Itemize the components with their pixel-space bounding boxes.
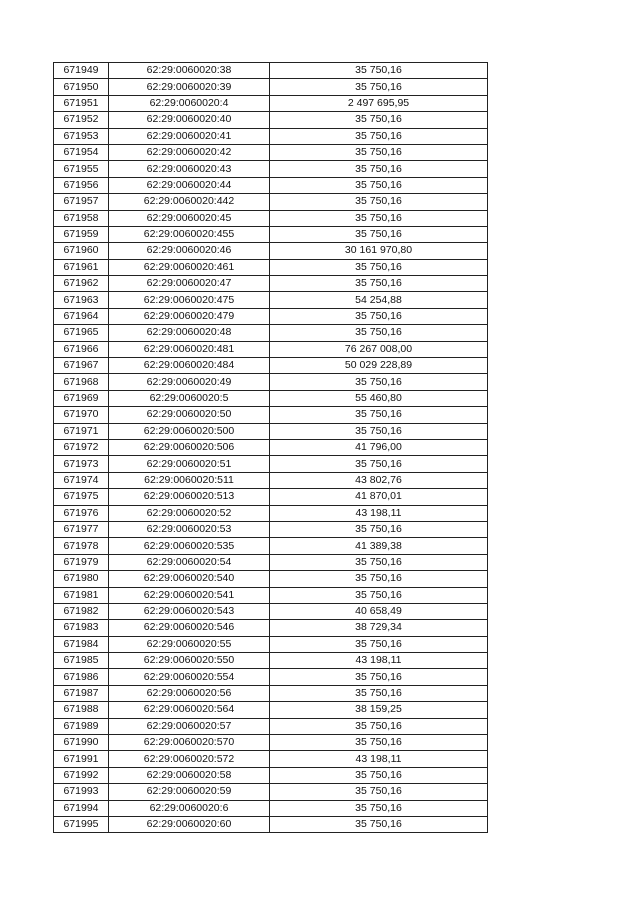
cadastral-value-cell: 35 750,16 <box>270 587 488 603</box>
cadastral-number-cell: 62:29:0060020:554 <box>109 669 270 685</box>
table-row <box>54 358 488 374</box>
cadastral-value-cell: 35 750,16 <box>270 374 488 390</box>
cadastral-number-cell: 62:29:0060020:550 <box>109 653 270 669</box>
cadastral-value-cell: 35 750,16 <box>270 571 488 587</box>
cadastral-number-cell: 62:29:0060020:442 <box>109 194 270 210</box>
cadastral-number-cell: 62:29:0060020:541 <box>109 587 270 603</box>
cadastral-value-cell: 41 870,01 <box>270 489 488 505</box>
row-number-cell: 671981 <box>54 587 109 603</box>
row-number-cell: 671982 <box>54 603 109 619</box>
table-body <box>54 63 488 833</box>
cadastral-number-cell: 62:29:0060020:475 <box>109 292 270 308</box>
cadastral-number-cell: 62:29:0060020:546 <box>109 620 270 636</box>
table-row <box>54 489 488 505</box>
cadastral-number-cell: 62:29:0060020:49 <box>109 374 270 390</box>
cadastral-number-cell: 62:29:0060020:455 <box>109 226 270 242</box>
cadastral-value-cell: 35 750,16 <box>270 407 488 423</box>
cadastral-value-cell: 35 750,16 <box>270 144 488 160</box>
table-row <box>54 259 488 275</box>
table-row <box>54 439 488 455</box>
cadastral-number-cell: 62:29:0060020:500 <box>109 423 270 439</box>
table-row <box>54 112 488 128</box>
cadastral-value-cell: 41 389,38 <box>270 538 488 554</box>
cadastral-number-cell: 62:29:0060020:53 <box>109 521 270 537</box>
row-number-cell: 671962 <box>54 276 109 292</box>
cadastral-number-cell: 62:29:0060020:57 <box>109 718 270 734</box>
table-row <box>54 161 488 177</box>
row-number-cell: 671950 <box>54 79 109 95</box>
cadastral-value-cell: 55 460,80 <box>270 390 488 406</box>
row-number-cell: 671980 <box>54 571 109 587</box>
cadastral-value-cell: 35 750,16 <box>270 63 488 79</box>
cadastral-value-cell: 35 750,16 <box>270 718 488 734</box>
row-number-cell: 671953 <box>54 128 109 144</box>
row-number-cell: 671970 <box>54 407 109 423</box>
cadastral-value-cell: 38 729,34 <box>270 620 488 636</box>
table-row <box>54 423 488 439</box>
row-number-cell: 671956 <box>54 177 109 193</box>
cadastral-number-cell: 62:29:0060020:44 <box>109 177 270 193</box>
cadastral-number-cell: 62:29:0060020:55 <box>109 636 270 652</box>
cadastral-number-cell: 62:29:0060020:479 <box>109 308 270 324</box>
cadastral-value-cell: 43 198,11 <box>270 751 488 767</box>
table-row <box>54 95 488 111</box>
row-number-cell: 671978 <box>54 538 109 554</box>
table-row <box>54 407 488 423</box>
cadastral-number-cell: 62:29:0060020:60 <box>109 816 270 832</box>
table-row <box>54 800 488 816</box>
cadastral-number-cell: 62:29:0060020:511 <box>109 472 270 488</box>
table-row <box>54 505 488 521</box>
cadastral-number-cell: 62:29:0060020:50 <box>109 407 270 423</box>
row-number-cell: 671969 <box>54 390 109 406</box>
row-number-cell: 671975 <box>54 489 109 505</box>
row-number-cell: 671951 <box>54 95 109 111</box>
table-row <box>54 210 488 226</box>
row-number-cell: 671961 <box>54 259 109 275</box>
cadastral-value-cell: 40 658,49 <box>270 603 488 619</box>
cadastral-value-cell: 50 029 228,89 <box>270 358 488 374</box>
cadastral-number-cell: 62:29:0060020:38 <box>109 63 270 79</box>
cadastral-number-cell: 62:29:0060020:4 <box>109 95 270 111</box>
cadastral-value-cell: 35 750,16 <box>270 685 488 701</box>
cadastral-number-cell: 62:29:0060020:46 <box>109 243 270 259</box>
cadastral-value-cell: 35 750,16 <box>270 79 488 95</box>
row-number-cell: 671987 <box>54 685 109 701</box>
table-row <box>54 669 488 685</box>
cadastral-value-cell: 35 750,16 <box>270 800 488 816</box>
row-number-cell: 671972 <box>54 439 109 455</box>
cadastral-value-cell: 35 750,16 <box>270 128 488 144</box>
table-row <box>54 571 488 587</box>
cadastral-number-cell: 62:29:0060020:51 <box>109 456 270 472</box>
cadastral-number-cell: 62:29:0060020:513 <box>109 489 270 505</box>
row-number-cell: 671985 <box>54 653 109 669</box>
cadastral-value-cell: 35 750,16 <box>270 784 488 800</box>
cadastral-value-table <box>53 62 488 833</box>
cadastral-value-cell: 38 159,25 <box>270 702 488 718</box>
cadastral-value-cell: 35 750,16 <box>270 669 488 685</box>
row-number-cell: 671955 <box>54 161 109 177</box>
table-row <box>54 538 488 554</box>
cadastral-number-cell: 62:29:0060020:564 <box>109 702 270 718</box>
row-number-cell: 671979 <box>54 554 109 570</box>
table-row <box>54 702 488 718</box>
row-number-cell: 671959 <box>54 226 109 242</box>
table-row <box>54 767 488 783</box>
table-row <box>54 128 488 144</box>
row-number-cell: 671990 <box>54 735 109 751</box>
cadastral-value-cell: 35 750,16 <box>270 226 488 242</box>
table-row <box>54 390 488 406</box>
cadastral-number-cell: 62:29:0060020:535 <box>109 538 270 554</box>
cadastral-number-cell: 62:29:0060020:45 <box>109 210 270 226</box>
cadastral-value-cell: 35 750,16 <box>270 735 488 751</box>
cadastral-value-cell: 35 750,16 <box>270 308 488 324</box>
cadastral-number-cell: 62:29:0060020:48 <box>109 325 270 341</box>
cadastral-number-cell: 62:29:0060020:52 <box>109 505 270 521</box>
cadastral-value-cell: 35 750,16 <box>270 554 488 570</box>
cadastral-number-cell: 62:29:0060020:58 <box>109 767 270 783</box>
row-number-cell: 671963 <box>54 292 109 308</box>
cadastral-value-cell: 76 267 008,00 <box>270 341 488 357</box>
cadastral-value-cell: 35 750,16 <box>270 194 488 210</box>
table-row <box>54 79 488 95</box>
row-number-cell: 671986 <box>54 669 109 685</box>
cadastral-value-cell: 35 750,16 <box>270 521 488 537</box>
table-row <box>54 587 488 603</box>
table-row <box>54 603 488 619</box>
cadastral-number-cell: 62:29:0060020:461 <box>109 259 270 275</box>
cadastral-number-cell: 62:29:0060020:572 <box>109 751 270 767</box>
cadastral-number-cell: 62:29:0060020:41 <box>109 128 270 144</box>
cadastral-value-cell: 43 802,76 <box>270 472 488 488</box>
cadastral-value-cell: 35 750,16 <box>270 816 488 832</box>
table-row <box>54 341 488 357</box>
cadastral-number-cell: 62:29:0060020:5 <box>109 390 270 406</box>
cadastral-number-cell: 62:29:0060020:6 <box>109 800 270 816</box>
table-row <box>54 554 488 570</box>
table-row <box>54 144 488 160</box>
table-row <box>54 63 488 79</box>
cadastral-value-cell: 2 497 695,95 <box>270 95 488 111</box>
row-number-cell: 671958 <box>54 210 109 226</box>
cadastral-number-cell: 62:29:0060020:42 <box>109 144 270 160</box>
row-number-cell: 671995 <box>54 816 109 832</box>
table-row <box>54 308 488 324</box>
table-row <box>54 636 488 652</box>
table-row <box>54 784 488 800</box>
cadastral-number-cell: 62:29:0060020:506 <box>109 439 270 455</box>
row-number-cell: 671967 <box>54 358 109 374</box>
row-number-cell: 671974 <box>54 472 109 488</box>
row-number-cell: 671960 <box>54 243 109 259</box>
row-number-cell: 671976 <box>54 505 109 521</box>
cadastral-value-cell: 35 750,16 <box>270 210 488 226</box>
cadastral-value-cell: 43 198,11 <box>270 505 488 521</box>
cadastral-value-cell: 43 198,11 <box>270 653 488 669</box>
table-row <box>54 456 488 472</box>
cadastral-number-cell: 62:29:0060020:47 <box>109 276 270 292</box>
table-row <box>54 243 488 259</box>
row-number-cell: 671971 <box>54 423 109 439</box>
cadastral-value-cell: 35 750,16 <box>270 636 488 652</box>
table-row <box>54 374 488 390</box>
cadastral-value-cell: 35 750,16 <box>270 767 488 783</box>
row-number-cell: 671977 <box>54 521 109 537</box>
table-row <box>54 735 488 751</box>
cadastral-value-cell: 35 750,16 <box>270 177 488 193</box>
table-row <box>54 292 488 308</box>
row-number-cell: 671973 <box>54 456 109 472</box>
table-row <box>54 177 488 193</box>
table-row <box>54 472 488 488</box>
row-number-cell: 671993 <box>54 784 109 800</box>
row-number-cell: 671965 <box>54 325 109 341</box>
cadastral-number-cell: 62:29:0060020:543 <box>109 603 270 619</box>
table-row <box>54 325 488 341</box>
row-number-cell: 671966 <box>54 341 109 357</box>
cadastral-value-cell: 35 750,16 <box>270 112 488 128</box>
row-number-cell: 671992 <box>54 767 109 783</box>
table-row <box>54 194 488 210</box>
row-number-cell: 671991 <box>54 751 109 767</box>
cadastral-number-cell: 62:29:0060020:54 <box>109 554 270 570</box>
cadastral-number-cell: 62:29:0060020:540 <box>109 571 270 587</box>
table-row <box>54 620 488 636</box>
table-row <box>54 751 488 767</box>
cadastral-value-cell: 35 750,16 <box>270 259 488 275</box>
table-row <box>54 816 488 832</box>
cadastral-value-cell: 35 750,16 <box>270 423 488 439</box>
cadastral-value-cell: 54 254,88 <box>270 292 488 308</box>
cadastral-number-cell: 62:29:0060020:56 <box>109 685 270 701</box>
cadastral-number-cell: 62:29:0060020:43 <box>109 161 270 177</box>
cadastral-value-cell: 35 750,16 <box>270 161 488 177</box>
cadastral-number-cell: 62:29:0060020:40 <box>109 112 270 128</box>
cadastral-value-cell: 35 750,16 <box>270 276 488 292</box>
row-number-cell: 671994 <box>54 800 109 816</box>
table-row <box>54 685 488 701</box>
cadastral-value-cell: 30 161 970,80 <box>270 243 488 259</box>
cadastral-number-cell: 62:29:0060020:39 <box>109 79 270 95</box>
cadastral-value-cell: 35 750,16 <box>270 456 488 472</box>
row-number-cell: 671968 <box>54 374 109 390</box>
table-row <box>54 521 488 537</box>
row-number-cell: 671984 <box>54 636 109 652</box>
row-number-cell: 671954 <box>54 144 109 160</box>
cadastral-number-cell: 62:29:0060020:481 <box>109 341 270 357</box>
cadastral-number-cell: 62:29:0060020:59 <box>109 784 270 800</box>
cadastral-number-cell: 62:29:0060020:570 <box>109 735 270 751</box>
row-number-cell: 671952 <box>54 112 109 128</box>
row-number-cell: 671957 <box>54 194 109 210</box>
row-number-cell: 671988 <box>54 702 109 718</box>
table-row <box>54 718 488 734</box>
row-number-cell: 671989 <box>54 718 109 734</box>
row-number-cell: 671964 <box>54 308 109 324</box>
cadastral-value-cell: 41 796,00 <box>270 439 488 455</box>
table-row <box>54 276 488 292</box>
row-number-cell: 671949 <box>54 63 109 79</box>
table-row <box>54 653 488 669</box>
cadastral-value-cell: 35 750,16 <box>270 325 488 341</box>
table-row <box>54 226 488 242</box>
cadastral-number-cell: 62:29:0060020:484 <box>109 358 270 374</box>
row-number-cell: 671983 <box>54 620 109 636</box>
